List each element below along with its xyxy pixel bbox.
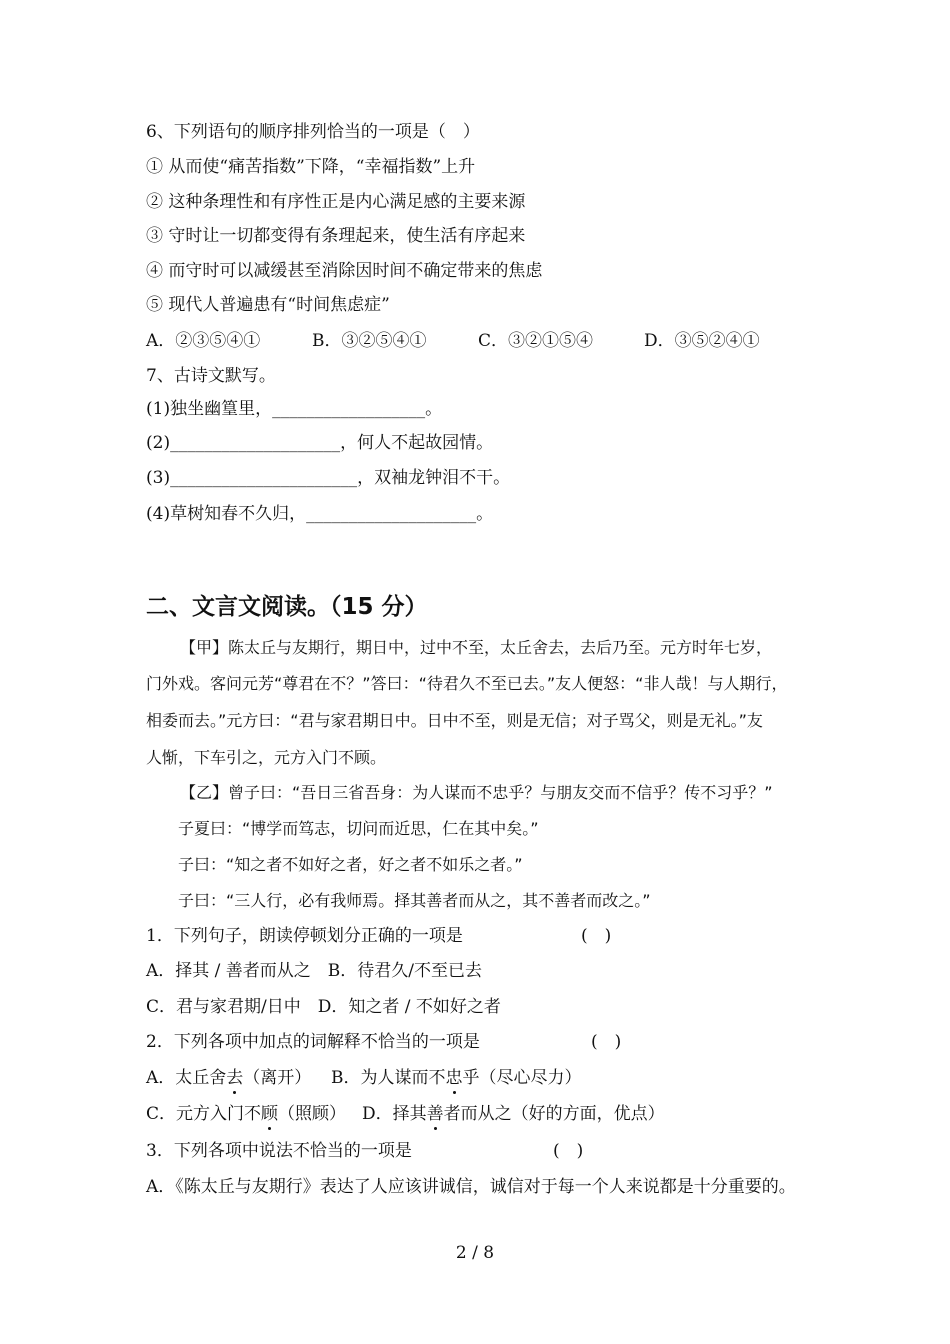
q7-item-3: (3)______________________，双袖龙钟泪不干。 bbox=[146, 468, 511, 488]
q3-answer-bracket: ( ) bbox=[553, 1141, 584, 1161]
passage-b-line-3: 子曰：“知之者不如好之者，好之者不如乐之者。” bbox=[178, 855, 523, 874]
q2-option-d: D．择其善者而从之（好的方面，优点） bbox=[362, 1104, 665, 1124]
passage-a-line-2: 门外戏。客问元芳“尊君在不？”答曰：“待君久不至已去。”友人便怒：“非人哉！与人期行， bbox=[146, 674, 788, 693]
q2-option-b: B．为人谋而不忠乎（尽心尽力） bbox=[331, 1068, 582, 1088]
q3-stem: 3．下列各项中说法不恰当的一项是 bbox=[146, 1141, 412, 1161]
q2-stem: 2．下列各项中加点的词解释不恰当的一项是 bbox=[146, 1032, 480, 1052]
q2-answer-bracket: ( ) bbox=[591, 1032, 622, 1052]
q1-options-row-1: A．择其 / 善者而从之 B．待君久/不至已去 bbox=[146, 961, 483, 981]
passage-b-line-2: 子夏曰：“博学而笃志，切问而近思，仁在其中矣。” bbox=[178, 819, 539, 838]
q6-item-2: ② 这种条理性和有序性正是内心满足感的主要来源 bbox=[146, 192, 526, 212]
q6-option-d: D．③⑤②④① bbox=[644, 331, 760, 351]
passage-a-line-1: 【甲】陈太丘与友期行，期日中，过中不至，太丘舍去，去后乃至。元方时年七岁， bbox=[180, 638, 773, 657]
passage-b-line-1: 【乙】曾子曰：“吾日三省吾身：为人谋而不忠乎？与朋友交而不信乎？传不习乎？” bbox=[180, 783, 773, 802]
q2-option-a-dotted-word: 去 bbox=[226, 1068, 244, 1088]
q2-options-row-1 bbox=[146, 1067, 582, 1089]
q1-options-row-2: C．君与家君期/日中 D．知之者 / 不如好之者 bbox=[146, 997, 501, 1017]
q3-option-a: A．《陈太丘与友期行》表达了人应该讲诚信，诚信对于每一个人来说都是十分重要的。 bbox=[146, 1177, 796, 1197]
q7-item-4: (4)草树知春不久归，____________________。 bbox=[146, 504, 494, 524]
q1-answer-bracket: ( ) bbox=[581, 926, 612, 946]
q1-stem: 1．下列句子，朗读停顿划分正确的一项是 bbox=[146, 926, 463, 946]
passage-a-line-3: 相委而去。”元方曰：“君与家君期日中。日中不至，则是无信；对子骂父，则是无礼。”友 bbox=[146, 711, 763, 730]
q6-option-b: B．③②⑤④① bbox=[312, 331, 427, 351]
q2-options-row-2 bbox=[146, 1103, 665, 1125]
page-number: 2 / 8 bbox=[455, 1243, 495, 1263]
passage-b-line-4: 子曰：“三人行，必有我师焉。择其善者而从之，其不善者而改之。” bbox=[178, 891, 651, 910]
q2-option-c-dotted-word: 顾 bbox=[261, 1104, 279, 1124]
q6-item-4: ④ 而守时可以减缓甚至消除因时间不确定带来的焦虑 bbox=[146, 261, 543, 281]
section-heading: 二、文言文阅读。（15 分） bbox=[146, 594, 428, 620]
q2-option-b-dotted-word: 忠 bbox=[445, 1068, 463, 1088]
q6-item-3: ③ 守时让一切都变得有条理起来，使生活有序起来 bbox=[146, 226, 526, 246]
q2-option-d-dotted-word: 善 bbox=[426, 1104, 444, 1124]
q7-item-2: (2)____________________，何人不起故园情。 bbox=[146, 433, 494, 453]
q7-item-1: (1)独坐幽篁里，__________________。 bbox=[146, 399, 443, 419]
q7-stem: 7、古诗文默写。 bbox=[146, 366, 276, 386]
q6-item-5: ⑤ 现代人普遍患有“时间焦虑症” bbox=[146, 295, 390, 315]
q6-options bbox=[146, 330, 760, 352]
q6-stem: 6、下列语句的顺序排列恰当的一项是（ ） bbox=[146, 122, 480, 142]
q6-option-c: C．③②①⑤④ bbox=[478, 331, 594, 351]
q2-option-a: A．太丘舍去（离开） bbox=[146, 1068, 312, 1088]
q2-option-c: C．元方入门不顾（照顾） bbox=[146, 1104, 347, 1124]
q6-option-a: A．②③⑤④① bbox=[146, 331, 261, 351]
q6-item-1: ① 从而使“痛苦指数”下降，“幸福指数”上升 bbox=[146, 157, 476, 177]
passage-a-line-4: 人惭，下车引之，元方入门不顾。 bbox=[146, 748, 387, 767]
